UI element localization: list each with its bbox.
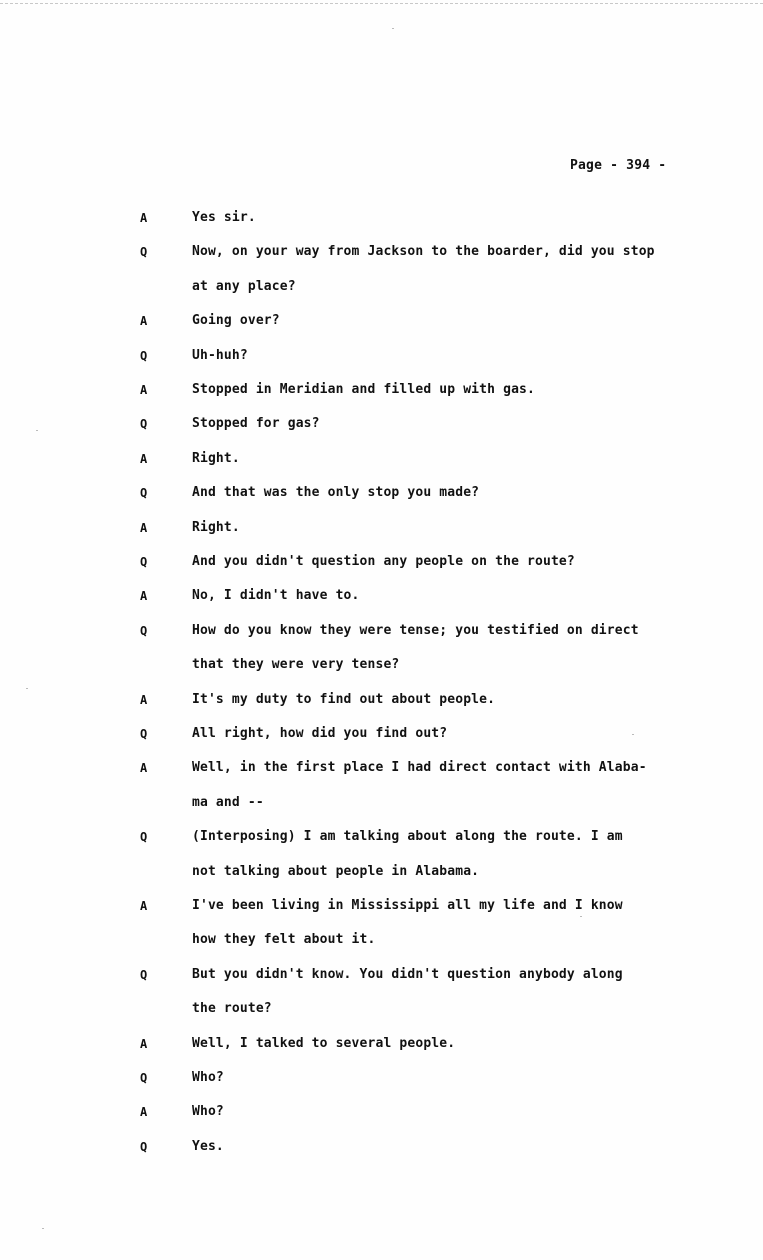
transcript-line: Well, in the first place I had direct contact with Alaba-	[192, 760, 647, 775]
speaker-question-label: Q	[140, 1071, 148, 1085]
transcript-line: But you didn't know. You didn't question anybody along	[192, 967, 623, 982]
transcript-line: All right, how did you find out?	[192, 726, 448, 741]
scan-speck	[42, 1228, 44, 1229]
transcript-line: I've been living in Mississippi all my life and I know	[192, 898, 623, 913]
transcript-line: Uh-huh?	[192, 348, 248, 363]
scan-speck	[392, 28, 394, 29]
speaker-answer-label: A	[140, 693, 148, 707]
transcript-line: the route?	[192, 1001, 272, 1016]
transcript-line: No, I didn't have to.	[192, 588, 360, 603]
speaker-answer-label: A	[140, 383, 148, 397]
transcript-line: Now, on your way from Jackson to the boarder, did you stop	[192, 244, 655, 259]
transcript-line: And that was the only stop you made?	[192, 485, 480, 500]
speaker-question-label: Q	[140, 624, 148, 638]
speaker-answer-label: A	[140, 1037, 148, 1051]
transcript-line: Stopped in Meridian and filled up with gas.	[192, 382, 535, 397]
speaker-question-label: Q	[140, 830, 148, 844]
scan-speck	[26, 688, 28, 689]
transcript-line: at any place?	[192, 279, 296, 294]
speaker-answer-label: A	[140, 211, 148, 225]
speaker-question-label: Q	[140, 1140, 148, 1154]
transcript-line: Right.	[192, 451, 240, 466]
speaker-question-label: Q	[140, 349, 148, 363]
transcript-line: Stopped for gas?	[192, 416, 320, 431]
scan-speck	[632, 734, 634, 735]
transcript-line: Yes.	[192, 1139, 224, 1154]
scan-speck	[580, 916, 582, 917]
speaker-answer-label: A	[140, 1105, 148, 1119]
transcript-line: that they were very tense?	[192, 657, 400, 672]
speaker-question-label: Q	[140, 555, 148, 569]
transcript-line: Who?	[192, 1104, 224, 1119]
top-scan-border	[0, 3, 763, 4]
speaker-question-label: Q	[140, 727, 148, 741]
speaker-answer-label: A	[140, 314, 148, 328]
transcript-line: ma and --	[192, 795, 264, 810]
speaker-question-label: Q	[140, 417, 148, 431]
speaker-answer-label: A	[140, 452, 148, 466]
transcript-line: It's my duty to find out about people.	[192, 692, 496, 707]
transcript-line: Who?	[192, 1070, 224, 1085]
transcript-line: (Interposing) I am talking about along the route. I am	[192, 829, 623, 844]
transcript-line: And you didn't question any people on the route?	[192, 554, 575, 569]
transcript-line: Going over?	[192, 313, 280, 328]
page-number: Page - 394 -	[570, 158, 667, 173]
transcript-line: How do you know they were tense; you testified on direct	[192, 623, 639, 638]
speaker-question-label: Q	[140, 245, 148, 259]
speaker-answer-label: A	[140, 761, 148, 775]
transcript-line: Well, I talked to several people.	[192, 1036, 456, 1051]
speaker-answer-label: A	[140, 899, 148, 913]
transcript-line: how they felt about it.	[192, 932, 376, 947]
speaker-answer-label: A	[140, 521, 148, 535]
scan-speck	[36, 430, 38, 431]
speaker-answer-label: A	[140, 589, 148, 603]
transcript-line: Yes sir.	[192, 210, 256, 225]
transcript-line: Right.	[192, 520, 240, 535]
transcript-line: not talking about people in Alabama.	[192, 864, 480, 879]
speaker-question-label: Q	[140, 486, 148, 500]
speaker-question-label: Q	[140, 968, 148, 982]
